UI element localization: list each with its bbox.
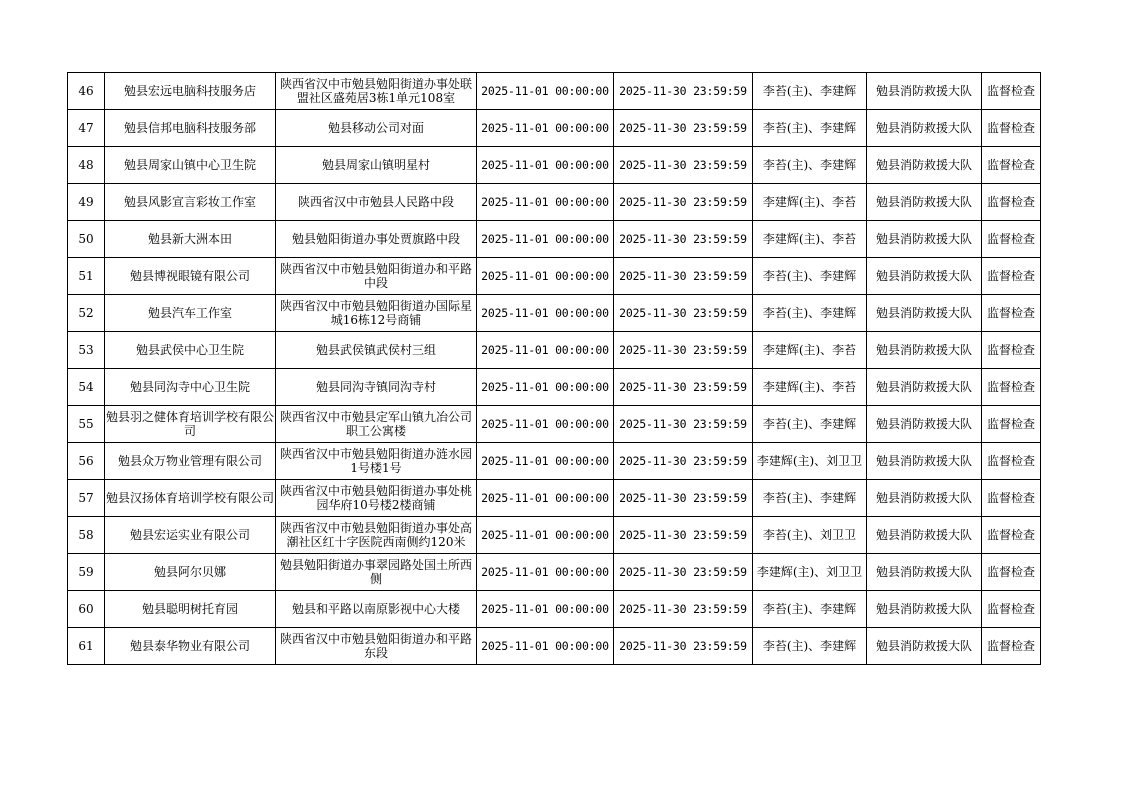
business-name-cell: 勉县汽车工作室 bbox=[105, 295, 276, 332]
address-cell: 勉县勉阳街道办事处贾旗路中段 bbox=[276, 221, 477, 258]
table-row bbox=[68, 554, 1041, 591]
address-cell: 勉县移动公司对面 bbox=[276, 110, 477, 147]
row-number-cell: 47 bbox=[68, 110, 105, 147]
table-row bbox=[68, 406, 1041, 443]
inspection-table bbox=[67, 72, 1041, 665]
department-cell: 勉县消防救援大队 bbox=[867, 369, 982, 406]
business-name-cell: 勉县信邦电脑科技服务部 bbox=[105, 110, 276, 147]
table-row bbox=[68, 591, 1041, 628]
inspectors-cell: 李建辉(主)、李苔 bbox=[753, 184, 867, 221]
start-time-cell: 2025-11-01 00:00:00 bbox=[477, 480, 614, 517]
table-row bbox=[68, 443, 1041, 480]
end-time-cell: 2025-11-30 23:59:59 bbox=[614, 591, 753, 628]
start-time-cell: 2025-11-01 00:00:00 bbox=[477, 554, 614, 591]
inspection-type-cell: 监督检查 bbox=[982, 591, 1041, 628]
address-cell: 陕西省汉中市勉县人民路中段 bbox=[276, 184, 477, 221]
start-time-cell: 2025-11-01 00:00:00 bbox=[477, 73, 614, 110]
inspection-type-cell: 监督检查 bbox=[982, 147, 1041, 184]
table-row bbox=[68, 369, 1041, 406]
business-name-cell: 勉县汉扬体育培训学校有限公司 bbox=[105, 480, 276, 517]
inspectors-cell: 李建辉(主)、李苔 bbox=[753, 221, 867, 258]
table-row bbox=[68, 110, 1041, 147]
end-time-cell: 2025-11-30 23:59:59 bbox=[614, 554, 753, 591]
address-cell: 陕西省汉中市勉县勉阳街道办和平路东段 bbox=[276, 628, 477, 665]
inspection-type-cell: 监督检查 bbox=[982, 480, 1041, 517]
business-name-cell: 勉县风影宣言彩妆工作室 bbox=[105, 184, 276, 221]
department-cell: 勉县消防救援大队 bbox=[867, 110, 982, 147]
table-row bbox=[68, 258, 1041, 295]
start-time-cell: 2025-11-01 00:00:00 bbox=[477, 258, 614, 295]
department-cell: 勉县消防救援大队 bbox=[867, 406, 982, 443]
department-cell: 勉县消防救援大队 bbox=[867, 443, 982, 480]
inspectors-cell: 李苔(主)、李建辉 bbox=[753, 73, 867, 110]
address-cell: 勉县和平路以南原影视中心大楼 bbox=[276, 591, 477, 628]
inspectors-cell: 李苔(主)、李建辉 bbox=[753, 406, 867, 443]
row-number-cell: 50 bbox=[68, 221, 105, 258]
row-number-cell: 52 bbox=[68, 295, 105, 332]
department-cell: 勉县消防救援大队 bbox=[867, 480, 982, 517]
row-number-cell: 54 bbox=[68, 369, 105, 406]
department-cell: 勉县消防救援大队 bbox=[867, 517, 982, 554]
start-time-cell: 2025-11-01 00:00:00 bbox=[477, 221, 614, 258]
address-cell: 陕西省汉中市勉县勉阳街道办涟水园1号楼1号 bbox=[276, 443, 477, 480]
department-cell: 勉县消防救援大队 bbox=[867, 332, 982, 369]
address-cell: 陕西省汉中市勉县勉阳街道办国际星城16栋12号商铺 bbox=[276, 295, 477, 332]
row-number-cell: 57 bbox=[68, 480, 105, 517]
row-number-cell: 51 bbox=[68, 258, 105, 295]
end-time-cell: 2025-11-30 23:59:59 bbox=[614, 147, 753, 184]
address-cell: 陕西省汉中市勉县勉阳街道办事处高潮社区红十字医院西南侧约120米 bbox=[276, 517, 477, 554]
row-number-cell: 58 bbox=[68, 517, 105, 554]
table-row bbox=[68, 295, 1041, 332]
row-number-cell: 49 bbox=[68, 184, 105, 221]
business-name-cell: 勉县泰华物业有限公司 bbox=[105, 628, 276, 665]
address-cell: 陕西省汉中市勉县勉阳街道办和平路中段 bbox=[276, 258, 477, 295]
end-time-cell: 2025-11-30 23:59:59 bbox=[614, 443, 753, 480]
department-cell: 勉县消防救援大队 bbox=[867, 147, 982, 184]
inspectors-cell: 李苔(主)、李建辉 bbox=[753, 110, 867, 147]
address-cell: 陕西省汉中市勉县勉阳街道办事处联盟社区盛苑居3栋1单元108室 bbox=[276, 73, 477, 110]
inspection-type-cell: 监督检查 bbox=[982, 295, 1041, 332]
start-time-cell: 2025-11-01 00:00:00 bbox=[477, 406, 614, 443]
address-cell: 陕西省汉中市勉县定军山镇九冶公司职工公寓楼 bbox=[276, 406, 477, 443]
table-row bbox=[68, 147, 1041, 184]
inspection-type-cell: 监督检查 bbox=[982, 110, 1041, 147]
end-time-cell: 2025-11-30 23:59:59 bbox=[614, 332, 753, 369]
business-name-cell: 勉县聪明树托育园 bbox=[105, 591, 276, 628]
business-name-cell: 勉县周家山镇中心卫生院 bbox=[105, 147, 276, 184]
address-cell: 陕西省汉中市勉县勉阳街道办事处桃园华府10号楼2楼商铺 bbox=[276, 480, 477, 517]
inspectors-cell: 李建辉(主)、李苔 bbox=[753, 332, 867, 369]
inspection-type-cell: 监督检查 bbox=[982, 221, 1041, 258]
business-name-cell: 勉县宏远电脑科技服务店 bbox=[105, 73, 276, 110]
table-row bbox=[68, 332, 1041, 369]
end-time-cell: 2025-11-30 23:59:59 bbox=[614, 258, 753, 295]
address-cell: 勉县武侯镇武侯村三组 bbox=[276, 332, 477, 369]
business-name-cell: 勉县同沟寺中心卫生院 bbox=[105, 369, 276, 406]
inspection-type-cell: 监督检查 bbox=[982, 443, 1041, 480]
inspectors-cell: 李苔(主)、李建辉 bbox=[753, 295, 867, 332]
table-row bbox=[68, 184, 1041, 221]
end-time-cell: 2025-11-30 23:59:59 bbox=[614, 221, 753, 258]
start-time-cell: 2025-11-01 00:00:00 bbox=[477, 591, 614, 628]
inspectors-cell: 李建辉(主)、刘卫卫 bbox=[753, 554, 867, 591]
row-number-cell: 48 bbox=[68, 147, 105, 184]
inspection-type-cell: 监督检查 bbox=[982, 628, 1041, 665]
end-time-cell: 2025-11-30 23:59:59 bbox=[614, 73, 753, 110]
start-time-cell: 2025-11-01 00:00:00 bbox=[477, 147, 614, 184]
inspectors-cell: 李建辉(主)、刘卫卫 bbox=[753, 443, 867, 480]
department-cell: 勉县消防救援大队 bbox=[867, 258, 982, 295]
inspection-type-cell: 监督检查 bbox=[982, 258, 1041, 295]
row-number-cell: 56 bbox=[68, 443, 105, 480]
business-name-cell: 勉县宏运实业有限公司 bbox=[105, 517, 276, 554]
start-time-cell: 2025-11-01 00:00:00 bbox=[477, 184, 614, 221]
department-cell: 勉县消防救援大队 bbox=[867, 73, 982, 110]
business-name-cell: 勉县羽之健体育培训学校有限公司 bbox=[105, 406, 276, 443]
address-cell: 勉县勉阳街道办事翠园路处国土所西侧 bbox=[276, 554, 477, 591]
inspection-type-cell: 监督检查 bbox=[982, 517, 1041, 554]
start-time-cell: 2025-11-01 00:00:00 bbox=[477, 517, 614, 554]
department-cell: 勉县消防救援大队 bbox=[867, 295, 982, 332]
end-time-cell: 2025-11-30 23:59:59 bbox=[614, 628, 753, 665]
inspectors-cell: 李建辉(主)、李苔 bbox=[753, 369, 867, 406]
end-time-cell: 2025-11-30 23:59:59 bbox=[614, 295, 753, 332]
table-row bbox=[68, 517, 1041, 554]
inspection-type-cell: 监督检查 bbox=[982, 73, 1041, 110]
department-cell: 勉县消防救援大队 bbox=[867, 184, 982, 221]
inspectors-cell: 李苔(主)、刘卫卫 bbox=[753, 517, 867, 554]
start-time-cell: 2025-11-01 00:00:00 bbox=[477, 443, 614, 480]
row-number-cell: 60 bbox=[68, 591, 105, 628]
row-number-cell: 59 bbox=[68, 554, 105, 591]
inspection-type-cell: 监督检查 bbox=[982, 369, 1041, 406]
inspectors-cell: 李苔(主)、李建辉 bbox=[753, 258, 867, 295]
inspectors-cell: 李苔(主)、李建辉 bbox=[753, 480, 867, 517]
business-name-cell: 勉县阿尔贝娜 bbox=[105, 554, 276, 591]
address-cell: 勉县同沟寺镇同沟寺村 bbox=[276, 369, 477, 406]
end-time-cell: 2025-11-30 23:59:59 bbox=[614, 480, 753, 517]
department-cell: 勉县消防救援大队 bbox=[867, 628, 982, 665]
department-cell: 勉县消防救援大队 bbox=[867, 221, 982, 258]
end-time-cell: 2025-11-30 23:59:59 bbox=[614, 517, 753, 554]
inspectors-cell: 李苔(主)、李建辉 bbox=[753, 628, 867, 665]
business-name-cell: 勉县博视眼镜有限公司 bbox=[105, 258, 276, 295]
department-cell: 勉县消防救援大队 bbox=[867, 554, 982, 591]
inspection-type-cell: 监督检查 bbox=[982, 554, 1041, 591]
start-time-cell: 2025-11-01 00:00:00 bbox=[477, 628, 614, 665]
inspection-type-cell: 监督检查 bbox=[982, 184, 1041, 221]
start-time-cell: 2025-11-01 00:00:00 bbox=[477, 369, 614, 406]
department-cell: 勉县消防救援大队 bbox=[867, 591, 982, 628]
row-number-cell: 46 bbox=[68, 73, 105, 110]
start-time-cell: 2025-11-01 00:00:00 bbox=[477, 110, 614, 147]
business-name-cell: 勉县新大洲本田 bbox=[105, 221, 276, 258]
row-number-cell: 61 bbox=[68, 628, 105, 665]
inspection-type-cell: 监督检查 bbox=[982, 332, 1041, 369]
row-number-cell: 53 bbox=[68, 332, 105, 369]
end-time-cell: 2025-11-30 23:59:59 bbox=[614, 369, 753, 406]
row-number-cell: 55 bbox=[68, 406, 105, 443]
inspectors-cell: 李苔(主)、李建辉 bbox=[753, 591, 867, 628]
start-time-cell: 2025-11-01 00:00:00 bbox=[477, 332, 614, 369]
table-row bbox=[68, 480, 1041, 517]
start-time-cell: 2025-11-01 00:00:00 bbox=[477, 295, 614, 332]
table-row bbox=[68, 73, 1041, 110]
table-row bbox=[68, 221, 1041, 258]
end-time-cell: 2025-11-30 23:59:59 bbox=[614, 110, 753, 147]
inspection-type-cell: 监督检查 bbox=[982, 406, 1041, 443]
business-name-cell: 勉县众万物业管理有限公司 bbox=[105, 443, 276, 480]
table-body bbox=[68, 73, 1041, 665]
table-row bbox=[68, 628, 1041, 665]
end-time-cell: 2025-11-30 23:59:59 bbox=[614, 184, 753, 221]
end-time-cell: 2025-11-30 23:59:59 bbox=[614, 406, 753, 443]
address-cell: 勉县周家山镇明星村 bbox=[276, 147, 477, 184]
inspectors-cell: 李苔(主)、李建辉 bbox=[753, 147, 867, 184]
business-name-cell: 勉县武侯中心卫生院 bbox=[105, 332, 276, 369]
